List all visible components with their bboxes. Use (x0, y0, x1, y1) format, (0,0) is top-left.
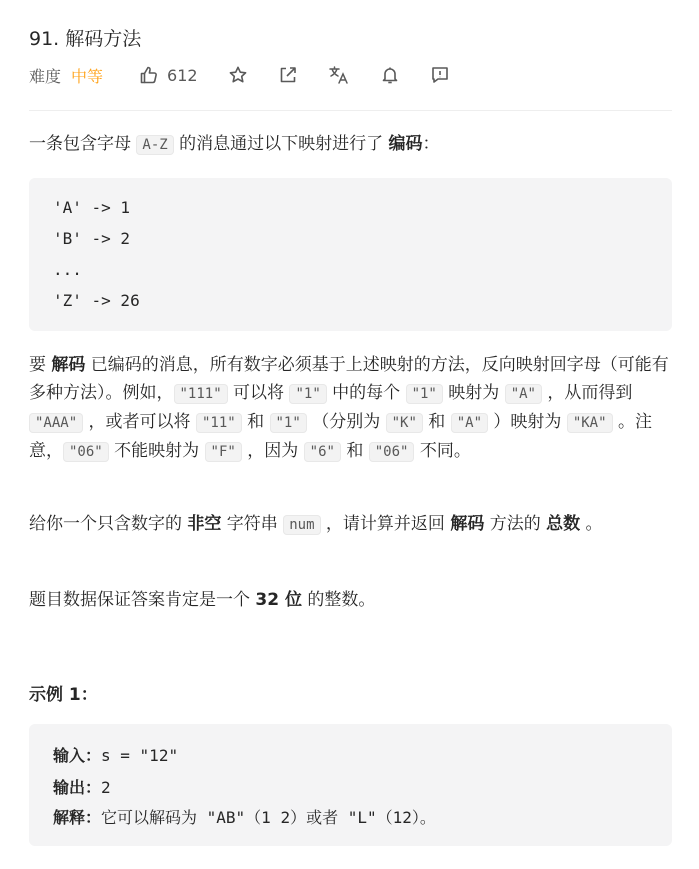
inline-code: "AAA" (29, 413, 83, 433)
para-text: 和 (422, 412, 451, 432)
translate-icon (328, 65, 350, 85)
problem-title: 91. 解码方法 (29, 28, 142, 50)
intro-text: ： (422, 134, 440, 154)
intro-text: 的消息通过以下映射进行了 (173, 134, 389, 154)
para-text: 的整数。 (301, 590, 376, 610)
feedback-icon (430, 65, 450, 85)
mapping-line: 'Z' -> 26 (53, 291, 140, 310)
explain-label: 解释： (53, 808, 102, 827)
feedback-button[interactable] (430, 65, 450, 85)
para-text: 已编码的消息，所有数字必须基于上述映射的方法，反向映射回字母（可能有多种方法）。例如， (29, 355, 669, 403)
header-divider (29, 110, 672, 111)
translate-button[interactable] (328, 65, 350, 85)
bold-decode: 解码 (51, 355, 86, 375)
intro-paragraph (29, 130, 672, 159)
example-output-line (53, 775, 111, 798)
difficulty-value: 中等 (71, 66, 104, 86)
para-text: 字符串 (221, 514, 284, 534)
para-text: ，从而得到 (541, 383, 633, 403)
problem-meta-bar (29, 62, 672, 88)
para-text: 不同。 (414, 441, 471, 461)
inline-code-num: num (283, 515, 320, 535)
input-label: 输入： (53, 746, 102, 765)
example-code-block (29, 724, 672, 846)
notification-button[interactable] (380, 65, 400, 85)
inline-code: "06" (369, 442, 415, 462)
para-text: 中的每个 (326, 383, 406, 403)
decode-paragraph (29, 351, 672, 466)
inline-code: "1" (270, 413, 307, 433)
example-explain-line (53, 805, 436, 828)
para-text: 要 (29, 355, 52, 375)
bell-icon (380, 65, 400, 85)
inline-code: "K" (386, 413, 423, 433)
inline-code: "1" (406, 384, 443, 404)
inline-code: "A" (505, 384, 542, 404)
inline-code: "1" (289, 384, 326, 404)
para-text: 和 (241, 412, 270, 432)
difficulty-label: 难度 (29, 66, 62, 86)
like-count: 612 (167, 65, 198, 85)
favorite-button[interactable] (228, 65, 248, 85)
mapping-line: ... (53, 260, 82, 279)
para-text: 题目数据保证答案肯定是一个 (29, 590, 256, 610)
para-text: （分别为 (306, 412, 386, 432)
bold-32bit: 32 位 (255, 590, 302, 610)
bold-nonempty: 非空 (187, 514, 222, 534)
para-text: 。 (580, 514, 603, 534)
inline-code: "6" (304, 442, 341, 462)
mapping-code-block (29, 178, 672, 331)
bold-total: 总数 (546, 514, 581, 534)
inline-code: "06" (63, 442, 109, 462)
inline-code: "A" (451, 413, 488, 433)
intro-text: 一条包含字母 (29, 134, 137, 154)
para-text: 映射为 (442, 383, 505, 403)
para-text: ）映射为 (488, 412, 567, 432)
para-text: ，请计算并返回 (320, 514, 451, 534)
like-button[interactable] (139, 65, 198, 85)
mapping-line: 'B' -> 2 (53, 229, 131, 248)
inline-code: "KA" (567, 413, 613, 433)
para-text: 给你一个只含数字的 (29, 514, 188, 534)
star-icon (228, 65, 248, 85)
thumbs-up-icon (139, 65, 159, 85)
para-text: 和 (340, 441, 369, 461)
para-text: ，因为 (241, 441, 304, 461)
para-text: 。注意， (29, 412, 652, 461)
mapping-line: 'A' -> 1 (53, 198, 131, 217)
example-input-line (53, 743, 178, 766)
bold-decode: 解码 (450, 514, 485, 534)
task-paragraph (29, 510, 672, 539)
bold-encode: 编码 (388, 134, 423, 154)
inline-code: "11" (196, 413, 242, 433)
para-text: 可以将 (227, 383, 290, 403)
explain-value: 它可以解码为 "AB"（1 2）或者 "L"（12）。 (101, 808, 436, 827)
example-heading: 示例 1： (29, 685, 98, 705)
share-icon (278, 65, 298, 85)
guarantee-paragraph (29, 586, 672, 614)
inline-code: "111" (174, 384, 228, 404)
share-button[interactable] (278, 65, 298, 85)
inline-code-az: A-Z (136, 135, 173, 155)
para-text: 方法的 (484, 514, 547, 534)
inline-code: "F" (205, 442, 242, 462)
output-value: 2 (101, 778, 111, 797)
input-value: s = "12" (101, 746, 179, 765)
para-text: 不能映射为 (108, 441, 205, 461)
output-label: 输出： (53, 778, 102, 797)
para-text: ，或者可以将 (83, 412, 196, 432)
